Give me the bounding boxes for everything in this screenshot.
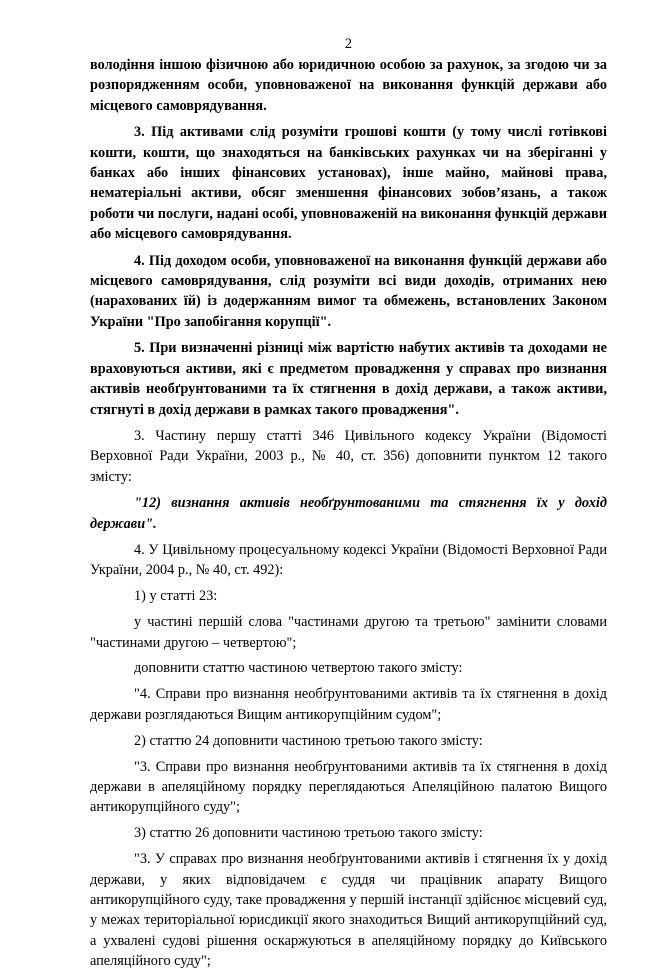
paragraph-article-26: 3) статтю 26 доповнити частиною третьою такого змісту: (134, 825, 483, 842)
paragraph-part-one-replacement: у частині першій слова "частинами другою та третьою" замінити словами "частинами другою – четвертою"; (90, 614, 607, 651)
paragraph-article-23: 1) у статті 23: (134, 588, 218, 605)
paragraph-income-definition: 4. Під доходом особи, уповноваженої на виконання функцій держави або місцевого самоврядування, слід розуміти всі види доходів, отриманих нею (нарахованих їй) із додержанням вимог та обмежень, встановлених Законом України "Про запобігання корупції". (90, 252, 607, 330)
paragraph-civil-code-amendment: 3. Частину першу статті 346 Цивільного кодексу України (Відомості Верховної Ради України, 2003 р., № 40, ст. 356) доповнити пунктом 12 такого змісту: (90, 427, 607, 485)
paragraph-assets-definition: 3. Під активами слід розуміти грошові кошти (у тому числі готівкові кошти, кошти, що знаходяться на банківських рахунках чи на зберіганні у банках або інших фінансових установах), інше майно, майнові права, нематеріальні активи, обсяг зменшення фінансових зобов’язань, а також роботи чи послуги, надані особі, уповноваженій на виконання функцій держави або місцевого самоврядування. (90, 124, 607, 243)
document-page (90, 34, 607, 972)
paragraph-article-24-part-three: "3. Справи про визнання необґрунтованими активів та їх стягнення в дохід держави в апеляційному порядку переглядаються Апеляційною палатою Вищого антикорупційного суду"; (90, 758, 607, 816)
page-number: 2 (344, 36, 353, 52)
paragraph-difference-calculation: 5. При визначенні різниці між вартістю набутих активів та доходами не враховуються активи, які є предметом провадження у справах про визнання активів необґрунтованими та їх стягнення в дохід держави, а також активи, стягнуті в дохід держави в рамках такого провадження". (90, 340, 607, 418)
paragraph-article-24: 2) статтю 24 доповнити частиною третьою такого змісту: (134, 732, 483, 749)
paragraph-item-12: "12) визнання активів необґрунтованими та стягнення їх у дохід держави". (90, 495, 607, 532)
paragraph-continuation: володіння іншою фізичною або юридичною особою за рахунок, за згодою чи за розпорядженням особи, уповноваженої на виконання функцій держави або місцевого самоврядування. (90, 57, 607, 114)
paragraph-add-part-four: доповнити статтю частиною четвертою такого змісту: (134, 660, 463, 677)
paragraph-part-four-text: "4. Справи про визнання необґрунтованими активів та їх стягнення в дохід держави розглядаються Вищим антикорупційним судом"; (90, 686, 607, 723)
paragraph-civil-procedure-code: 4. У Цивільному процесуальному кодексі України (Відомості Верховної Ради України, 2004 р., № 40, ст. 492): (90, 541, 607, 579)
paragraph-article-26-part-three: "3. У справах про визнання необґрунтованими активів і стягнення їх у дохід держави, у яких відповідачем є суддя чи працівник апарату Вищого антикорупційного суду, таке провадження у першій інстанції здійснює місцевий суд, у межах територіальної юрисдикції якого знаходиться Вищий антикорупційний суд, а ухвалені судові рішення оскаржуються в апеляційному порядку до Київського апеляційного суду"; (90, 851, 607, 970)
